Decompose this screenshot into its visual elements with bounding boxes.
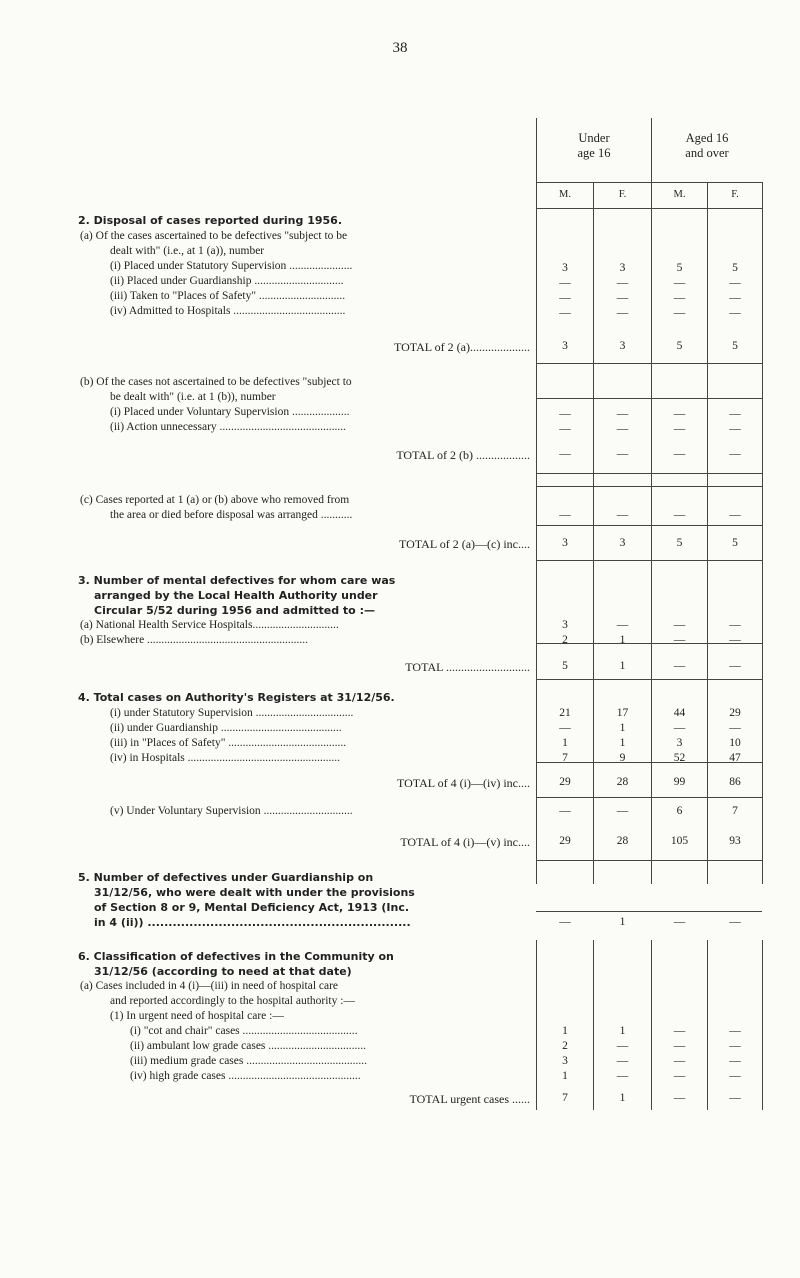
table-cell: —	[616, 1070, 629, 1082]
s6-iv: (iv) high grade cases ..............................................	[130, 1070, 361, 1082]
table-cell: —	[616, 509, 629, 521]
s4-v: (v) Under Voluntary Supervision ...............................	[110, 805, 353, 817]
s2-c-line1: (c) Cases reported at 1 (a) or (b) above who removed from	[80, 494, 350, 506]
table-cell: 1	[619, 660, 626, 672]
table-cell: 93	[729, 835, 741, 847]
table-cell: —	[673, 1092, 686, 1104]
row-rule	[536, 560, 762, 561]
table-cell: 2	[562, 1040, 568, 1052]
table-cell: 3	[562, 537, 568, 549]
table-cell: 2	[562, 634, 568, 646]
table-cell: —	[616, 1040, 629, 1052]
table-cell: —	[673, 1040, 686, 1052]
table-cell: —	[616, 619, 629, 631]
table-cell: —	[616, 1055, 629, 1067]
table-cell: —	[616, 805, 629, 817]
table-cell: 29	[729, 707, 741, 719]
table-cell: —	[559, 423, 571, 435]
table-cell: —	[729, 1070, 741, 1082]
table-cell: —	[673, 1070, 686, 1082]
table-cell: 105	[670, 835, 689, 847]
s4-iii: (iii) in "Places of Safety" .........................................	[110, 737, 347, 749]
table-cell: —	[729, 509, 741, 521]
table-rule	[536, 182, 762, 183]
table-cell: 52	[673, 752, 686, 764]
table-cell: 7	[562, 752, 568, 764]
table-cell: —	[559, 307, 571, 319]
s6-ii: (ii) ambulant low grade cases ..................................	[130, 1040, 367, 1052]
table-cell: 1	[619, 722, 626, 734]
table-cell: 21	[559, 707, 571, 719]
under-16-header	[537, 131, 651, 161]
table-cell: 3	[562, 262, 568, 274]
table-cell: —	[729, 619, 741, 631]
table-cell: 3	[562, 340, 568, 352]
table-cell: —	[559, 408, 571, 420]
table-cell: 1	[562, 1025, 568, 1037]
section-2-title: 2. Disposal of cases reported during 1956.	[78, 214, 343, 227]
table-cell: —	[673, 292, 686, 304]
header-line: Aged 16	[685, 131, 729, 145]
table-cell: —	[673, 916, 686, 928]
table-cell: 5	[676, 537, 683, 549]
aged-16-header	[652, 131, 762, 161]
header-line: Under	[578, 131, 610, 145]
table-cell: 3	[619, 340, 626, 352]
table-cell: —	[729, 1040, 741, 1052]
s4-i: (i) under Statutory Supervision ..................................	[110, 707, 354, 719]
col-header-f2: F.	[731, 189, 739, 200]
table-cell: —	[729, 660, 741, 672]
s4-ii: (ii) under Guardianship ..........................................	[110, 722, 342, 734]
total-4v-label: TOTAL of 4 (i)—(v) inc....	[400, 835, 530, 849]
table-cell: 5	[676, 340, 683, 352]
total-6-label: TOTAL urgent cases ......	[409, 1092, 530, 1106]
row-rule	[536, 398, 762, 399]
table-cell: —	[673, 660, 686, 672]
table-cell: —	[729, 634, 741, 646]
section-3-line3: Circular 5/52 during 1956 and admitted to :—	[94, 604, 375, 617]
table-cell: —	[559, 805, 571, 817]
table-cell: —	[673, 307, 686, 319]
table-cell: —	[559, 277, 571, 289]
s6-iii: (iii) medium grade cases ..........................................	[130, 1055, 367, 1067]
table-cell: —	[559, 292, 571, 304]
table-cell: —	[616, 277, 629, 289]
table-cell: —	[673, 423, 686, 435]
section-6-line1: 6. Classification of defectives in the Community on	[78, 950, 394, 963]
s2-b-i: (i) Placed under Voluntary Supervision ....................	[110, 406, 350, 418]
section-5-line2: 31/12/56, who were dealt with under the provisions	[94, 886, 415, 899]
table-cell: —	[616, 307, 629, 319]
table-cell: —	[729, 1025, 741, 1037]
section-4-title: 4. Total cases on Authority's Registers at 31/12/56.	[78, 691, 395, 704]
table-cell: —	[559, 722, 571, 734]
table-cell: —	[729, 408, 741, 420]
total-2ac-label: TOTAL of 2 (a)—(c) inc....	[399, 537, 530, 551]
table-cell: 29	[559, 776, 571, 788]
table-rule	[651, 118, 652, 884]
table-cell: 7	[732, 805, 738, 817]
s3-a: (a) National Health Service Hospitals..............................	[80, 619, 339, 631]
col-header-f1: F.	[618, 189, 627, 200]
table-cell: 28	[616, 776, 629, 788]
s2-b-line1: (b) Of the cases not ascertained to be defectives "subject to	[80, 376, 352, 388]
table-cell: 99	[673, 776, 686, 788]
table-cell: —	[673, 619, 686, 631]
table-cell: 3	[676, 737, 683, 749]
row-rule	[536, 860, 762, 861]
table-cell: 86	[729, 776, 741, 788]
table-cell: —	[616, 408, 629, 420]
table-cell: 1	[562, 1070, 568, 1082]
table-cell: —	[729, 307, 741, 319]
table-cell: —	[616, 448, 629, 460]
col-header-m1: M.	[559, 189, 571, 200]
s2-b-line2: be dealt with" (i.e. at 1 (b)), number	[110, 391, 276, 403]
table-cell: 3	[562, 619, 568, 631]
table-cell: —	[673, 277, 686, 289]
table-cell: —	[616, 423, 629, 435]
table-cell: 1	[562, 737, 568, 749]
table-cell: 28	[616, 835, 629, 847]
table-cell: —	[729, 916, 741, 928]
table-cell: 7	[562, 1092, 568, 1104]
table-cell: 5	[732, 262, 738, 274]
s4-iv: (iv) in Hospitals .....................................................	[110, 752, 340, 764]
section-3-line2: arranged by the Local Health Authority under	[94, 589, 378, 602]
s2-a-line1: (a) Of the cases ascertained to be defectives "subject to be	[80, 230, 348, 242]
table-cell: 47	[729, 752, 741, 764]
table-cell: 1	[619, 737, 626, 749]
table-cell: 3	[619, 537, 626, 549]
table-cell: —	[729, 1092, 741, 1104]
table-rule	[536, 208, 762, 209]
table-cell: 44	[673, 707, 686, 719]
table-cell: 1	[619, 634, 626, 646]
table-cell: 3	[619, 262, 626, 274]
row-rule	[536, 525, 762, 526]
table-cell: —	[729, 722, 741, 734]
table-cell: —	[729, 1055, 741, 1067]
table-cell: 1	[619, 1092, 626, 1104]
table-cell: 1	[619, 916, 626, 928]
table-cell: 5	[562, 660, 568, 672]
table-cell: —	[729, 448, 741, 460]
table-cell: —	[673, 634, 686, 646]
table-cell: —	[729, 423, 741, 435]
table-cell: 1	[619, 1025, 626, 1037]
header-line: and over	[685, 146, 729, 160]
total-3-label: TOTAL ............................	[405, 660, 530, 674]
table-cell: —	[673, 1025, 686, 1037]
table-cell: —	[559, 916, 571, 928]
table-rule	[762, 940, 763, 1110]
table-cell: 17	[616, 707, 629, 719]
table-cell: 5	[676, 262, 683, 274]
table-cell: —	[673, 1055, 686, 1067]
total-2a-label: TOTAL of 2 (a)....................	[393, 340, 530, 354]
row-rule	[536, 473, 762, 474]
s3-b: (b) Elsewhere ........................................................	[80, 634, 309, 646]
section-6-line2: 31/12/56 (according to need at that date)	[94, 965, 352, 978]
section-5-line4: in 4 (ii)) ...............................................................	[94, 916, 411, 929]
s2-b-ii: (ii) Action unnecessary ............................................	[110, 421, 347, 433]
table-cell: —	[616, 292, 629, 304]
s2-a-line2: dealt with" (i.e., at 1 (a)), number	[110, 245, 265, 257]
table-cell: 5	[732, 340, 738, 352]
s6-a-line2: and reported accordingly to the hospital authority :—	[110, 995, 355, 1007]
s2-a-iii: (iii) Taken to "Places of Safety" ..............................	[110, 290, 346, 302]
section-5-line3: of Section 8 or 9, Mental Deficiency Act, 1913 (Inc.	[94, 901, 410, 914]
row-rule	[536, 797, 762, 798]
table-cell: —	[673, 509, 686, 521]
header-line: age 16	[577, 146, 611, 160]
table-cell: 9	[619, 752, 626, 764]
row-rule	[536, 911, 762, 912]
section-5-line1: 5. Number of defectives under Guardianship on	[78, 871, 374, 884]
table-cell: 5	[732, 537, 738, 549]
row-rule	[536, 363, 762, 364]
s2-a-i: (i) Placed under Statutory Supervision ......................	[110, 260, 353, 272]
table-cell: —	[673, 448, 686, 460]
page-number: 38	[392, 40, 408, 56]
total-4iv-label: TOTAL of 4 (i)—(iv) inc....	[396, 776, 530, 790]
table-cell: 29	[559, 835, 571, 847]
s6-a-line1: (a) Cases included in 4 (i)—(iii) in need of hospital care	[80, 980, 339, 992]
section-3-line1: 3. Number of mental defectives for whom care was	[78, 574, 396, 587]
table-rule	[762, 182, 763, 884]
table-cell: —	[559, 448, 571, 460]
s2-a-ii: (ii) Placed under Guardianship ...............................	[110, 275, 344, 287]
col-header-m2: M.	[673, 189, 686, 200]
total-2b-label: TOTAL of 2 (b) ..................	[396, 448, 530, 462]
row-rule	[536, 679, 762, 680]
table-rule	[536, 118, 537, 884]
table-cell: 6	[676, 805, 683, 817]
table-cell: —	[673, 722, 686, 734]
s6-a-line3: (1) In urgent need of hospital care :—	[110, 1010, 284, 1022]
s6-i: (i) "cot and chair" cases ........................................	[130, 1025, 358, 1037]
table-cell: —	[729, 292, 741, 304]
table-cell: 10	[729, 737, 741, 749]
table-cell: 3	[562, 1055, 568, 1067]
table-cell: —	[673, 408, 686, 420]
s2-c-line2: the area or died before disposal was arranged ...........	[110, 509, 353, 521]
table-cell: —	[729, 277, 741, 289]
s2-a-iv: (iv) Admitted to Hospitals .......................................	[110, 305, 346, 317]
row-rule	[536, 486, 762, 487]
table-cell: —	[559, 509, 571, 521]
